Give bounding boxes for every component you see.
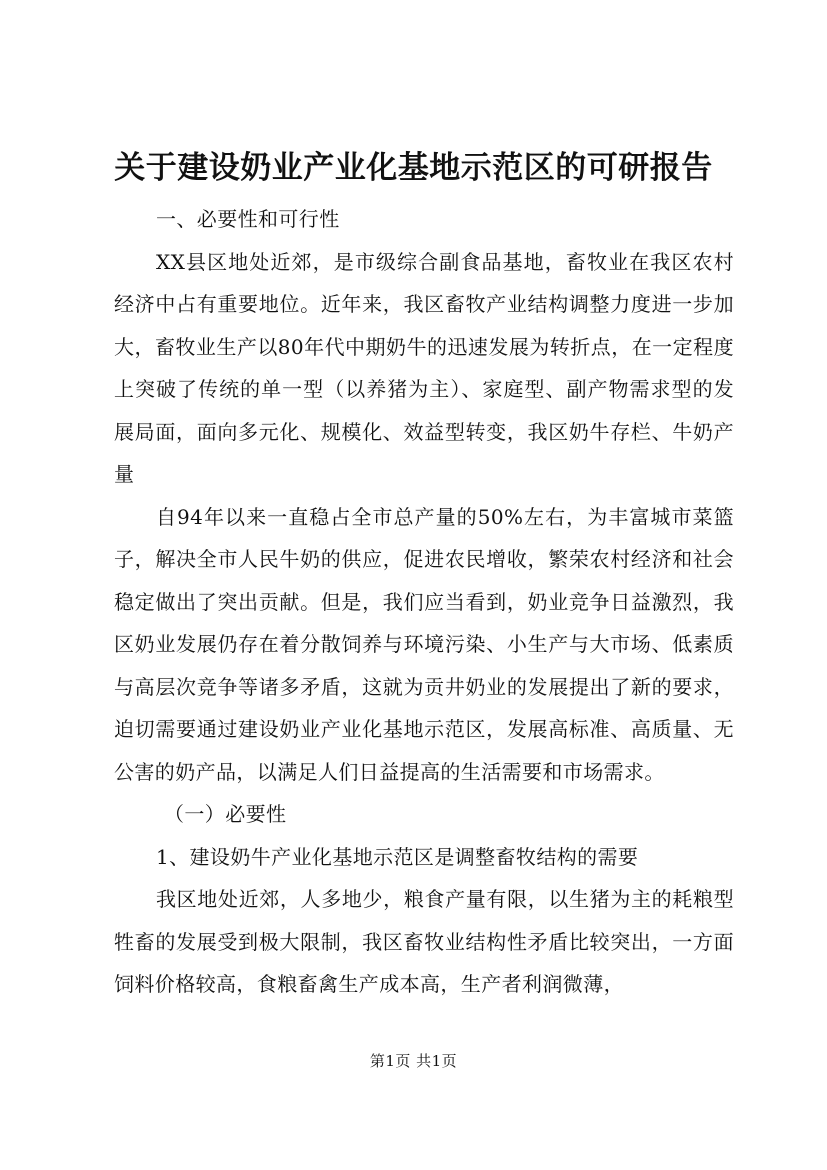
document-title: 关于建设奶业产业化基地示范区的可研报告 — [114, 150, 713, 186]
document-body — [114, 198, 734, 1006]
page-number: 第1页 共1页 — [369, 1052, 458, 1070]
item-heading: 1、建设奶牛产业化基地示范区是调整畜牧结构的需要 — [156, 844, 639, 869]
section-heading: 一、必要性和可行性 — [156, 207, 340, 231]
body-paragraph: XX县区地处近郊，是市级综合副食品基地，畜牧业在我区农村经济中占有重要地位。近年来，我区畜牧产业结构调整力度进一步加大，畜牧业生产以80年代中期奶牛的迅速发展为转折点，在一定程度上突破了传统的单一型（以养猪为主）、家庭型、副产物需求型的发展局面，面向多元化、规模化、效益型转变，我区奶牛存栏、牛奶产量 — [114, 249, 734, 486]
body-paragraph: 自94年以来一直稳占全市总产量的50%左右，为丰富城市菜篮子，解决全市人民牛奶的供应，促进农民增收，繁荣农村经济和社会稳定做出了突出贡献。但是，我们应当看到，奶业竞争日益激烈，我区奶业发展仍存在着分散饲养与环境污染、小生产与大市场、低素质与高层次竞争等诸多矛盾，这就为贡井奶业的发展提出了新的要求，迫切需要通过建设奶业产业化基地示范区，发展高标准、高质量、无公害的奶产品，以满足人们日益提高的生活需要和市场需求。 — [114, 504, 734, 784]
body-paragraph: 我区地处近郊，人多地少，粮食产量有限，以生猪为主的耗粮型牲畜的发展受到极大限制，我区畜牧业结构性矛盾比较突出，一方面饲料价格较高，食粮畜禽生产成本高，生产者利润微薄， — [114, 887, 734, 996]
subsection-heading: （一）必要性 — [164, 802, 287, 826]
